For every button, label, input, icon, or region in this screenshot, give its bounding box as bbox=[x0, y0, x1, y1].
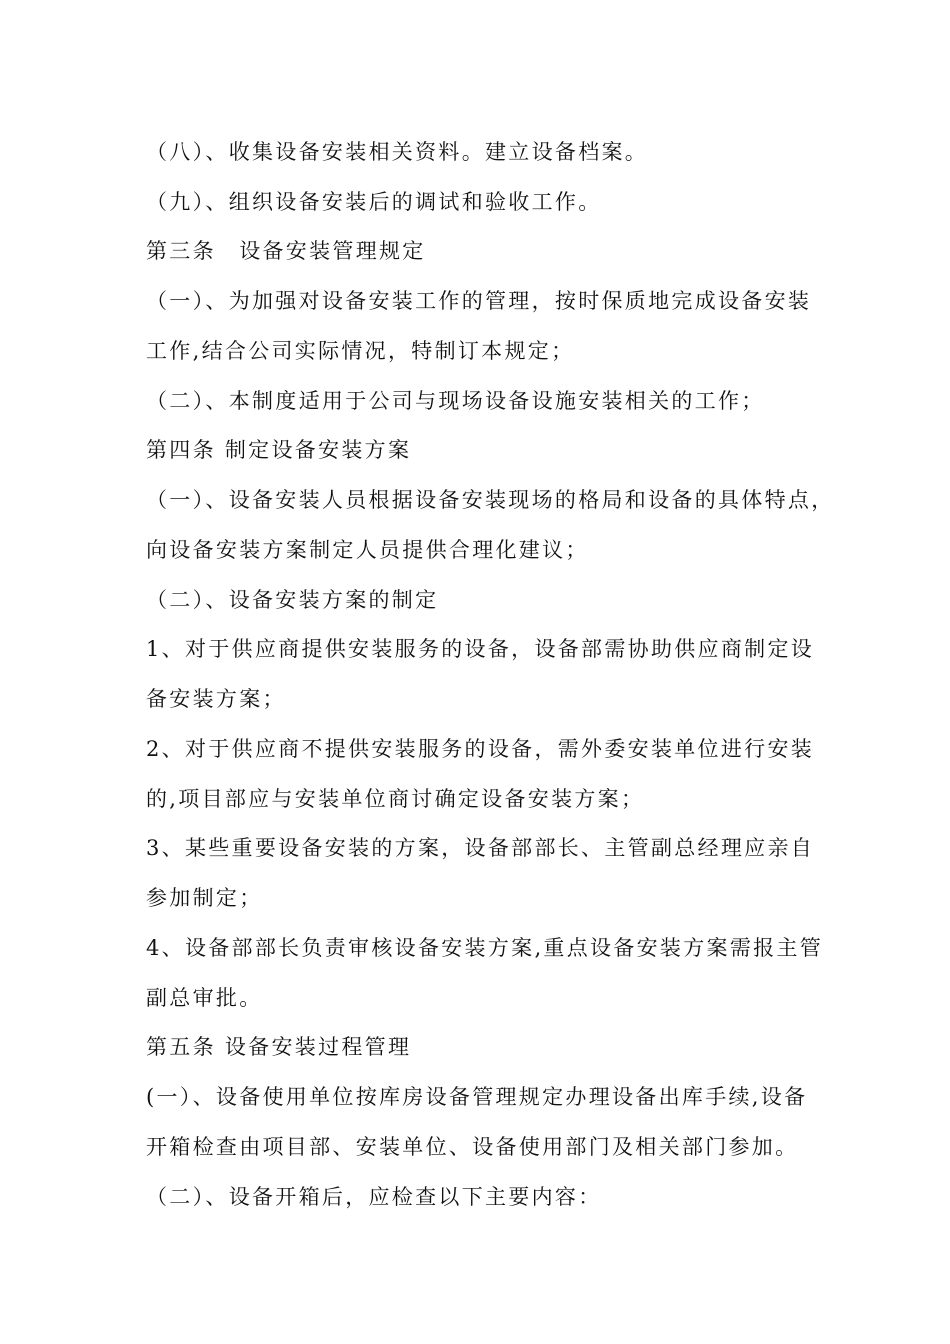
article-4-point-4-cont: 副总审批。 bbox=[146, 986, 263, 1010]
article-5-heading: 第五条 设备安装过程管理 bbox=[146, 1035, 412, 1059]
article-3-item-2: （二）、本制度适用于公司与现场设备设施安装相关的工作； bbox=[146, 389, 765, 413]
article-3-item-1-cont: 工作,结合公司实际情况，特制订本规定； bbox=[146, 339, 575, 363]
article-4-point-2-cont: 的,项目部应与安装单位商讨确定设备安装方案； bbox=[146, 787, 645, 811]
article-4-item-2: （二）、设备安装方案的制定 bbox=[146, 588, 439, 612]
article-5-item-1-cont: 开箱检查由项目部、安装单位、设备使用部门及相关部门参加。 bbox=[146, 1135, 799, 1159]
article-5-item-2: （二）、设备开箱后，应检查以下主要内容： bbox=[146, 1185, 602, 1209]
article-3-heading: 第三条 设备安装管理规定 bbox=[146, 239, 426, 263]
article-4-item-1: （一）、设备安装人员根据设备安装现场的格局和设备的具体特点， bbox=[146, 488, 835, 512]
article-5-item-1: (一）、设备使用单位按库房设备管理规定办理设备出库手续,设备 bbox=[146, 1085, 808, 1109]
clause-9-item: （九）、组织设备安装后的调试和验收工作。 bbox=[146, 190, 602, 214]
article-4-item-1-cont: 向设备安装方案制定人员提供合理化建议； bbox=[146, 538, 589, 562]
article-4-point-3: 3、某些重要设备安装的方案，设备部部长、主管副总经理应亲自 bbox=[146, 836, 815, 860]
article-3-item-1: （一）、为加强对设备安装工作的管理，按时保质地完成设备安装 bbox=[146, 289, 812, 313]
article-4-point-1-cont: 备安装方案； bbox=[146, 687, 286, 711]
clause-8-item: （八）、收集设备安装相关资料。建立设备档案。 bbox=[146, 140, 649, 164]
article-4-point-1: 1、对于供应商提供安装服务的设备，设备部需协助供应商制定设 bbox=[146, 637, 815, 661]
article-4-point-3-cont: 参加制定； bbox=[146, 886, 263, 910]
article-4-heading: 第四条 制定设备安装方案 bbox=[146, 438, 412, 462]
article-4-point-4: 4、设备部部长负责审核设备安装方案,重点设备安装方案需报主管 bbox=[146, 936, 824, 960]
article-4-point-2: 2、对于供应商不提供安装服务的设备，需外委安装单位进行安装 bbox=[146, 737, 815, 761]
